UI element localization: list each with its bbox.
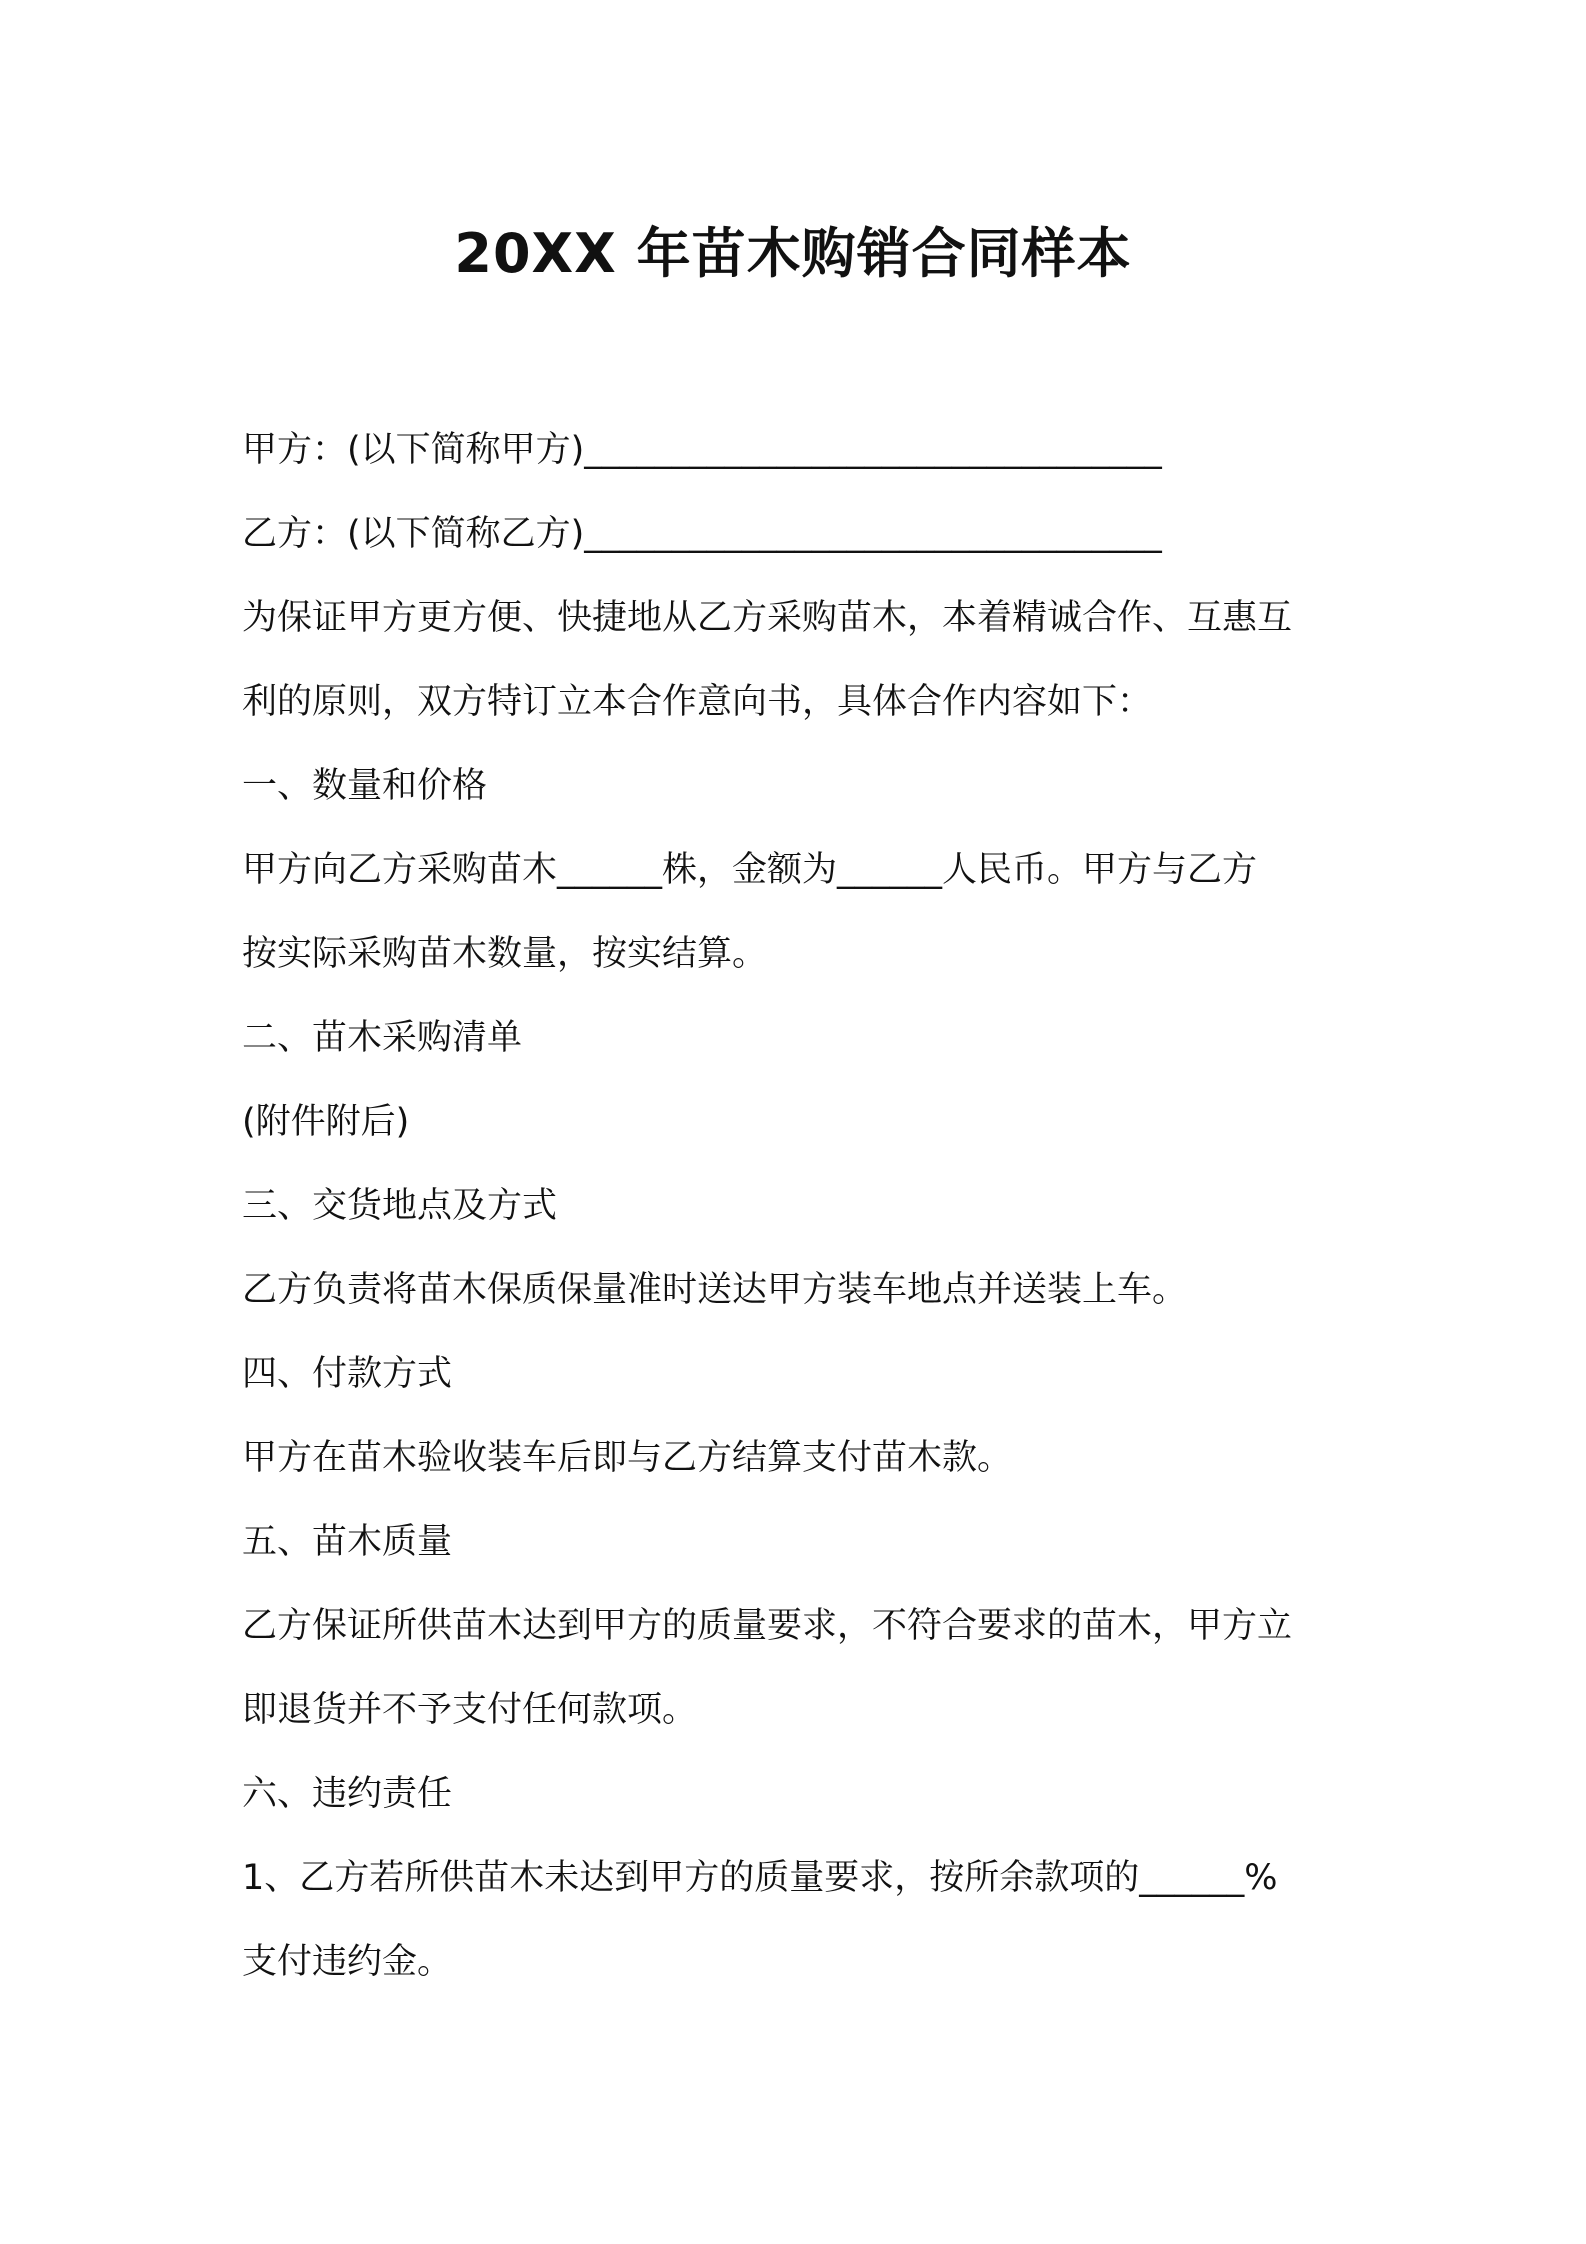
liability-line-1: 1、乙方若所供苗木未达到甲方的质量要求，按所余款项的______% — [242, 1858, 1278, 1898]
intro-line-2: 利的原则，双方特订立本合作意向书，具体合作内容如下： — [242, 682, 1153, 722]
party-a-line: 甲方：(以下简称甲方)_________________________________ — [242, 430, 1162, 470]
payment-line: 甲方在苗木验收装车后即与乙方结算支付苗木款。 — [242, 1438, 1013, 1478]
document-body — [242, 408, 1362, 2004]
quality-line-2: 即退货并不予支付任何款项。 — [242, 1690, 698, 1730]
delivery-line: 乙方负责将苗木保质保量准时送达甲方装车地点并送装上车。 — [242, 1270, 1188, 1310]
section-heading-payment: 四、付款方式 — [242, 1354, 453, 1394]
section-heading-quality: 五、苗木质量 — [242, 1522, 453, 1562]
party-b-line: 乙方：(以下简称乙方)_________________________________ — [242, 514, 1162, 554]
quantity-price-line-2: 按实际采购苗木数量，按实结算。 — [242, 934, 768, 974]
section-heading-liability: 六、违约责任 — [242, 1774, 453, 1814]
section-heading-quantity-price: 一、数量和价格 — [242, 766, 488, 806]
quantity-price-line-1: 甲方向乙方采购苗木______株，金额为______人民币。甲方与乙方 — [242, 850, 1258, 890]
purchase-list-note: (附件附后) — [242, 1102, 410, 1142]
liability-line-2: 支付违约金。 — [242, 1942, 453, 1982]
intro-line-1: 为保证甲方更方便、快捷地从乙方采购苗木，本着精诚合作、互惠互 — [242, 598, 1293, 638]
document-title: 20XX 年苗木购销合同样本 — [454, 222, 1132, 285]
section-heading-purchase-list: 二、苗木采购清单 — [242, 1018, 523, 1058]
quality-line-1: 乙方保证所供苗木达到甲方的质量要求，不符合要求的苗木，甲方立 — [242, 1606, 1293, 1646]
section-heading-delivery: 三、交货地点及方式 — [242, 1186, 558, 1226]
